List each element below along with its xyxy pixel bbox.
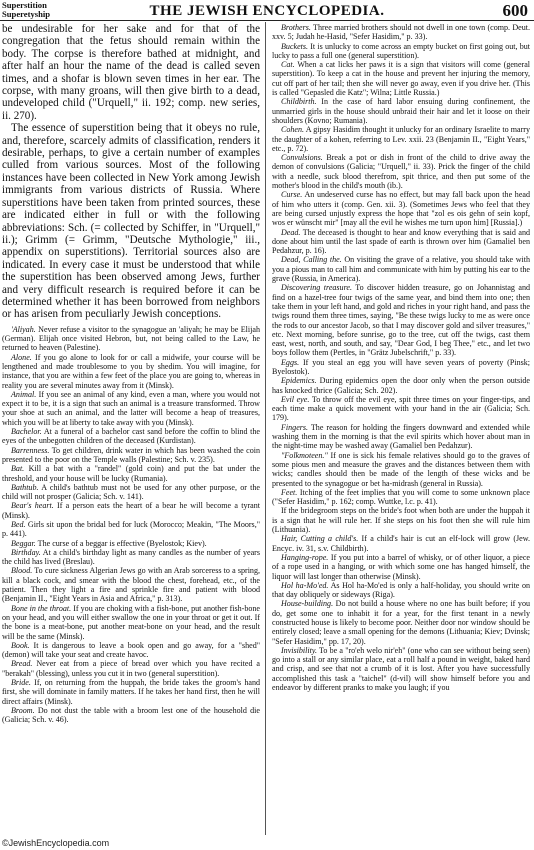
entry-paragraph <box>272 23 530 42</box>
page-header <box>0 0 534 20</box>
entry-heading: Hair, Cutting a child's. <box>281 534 359 544</box>
entry-paragraph <box>272 255 530 283</box>
entry-heading: Bachelor. <box>11 427 42 437</box>
entry-paragraph <box>272 581 530 600</box>
body-paragraph: be undesirable for her sake and for that of the congregation that the fetus should remain within the body. The corpse is therefore bathed at midnight, and after half an hour the name of the dead is called seven times, and a shofar is blown seven times in her ear. The corpse, with many groans, will then give birth to a dead, undeveloped child ("Urquell," ii. 192; comp. new series, ii. 270). <box>2 23 260 122</box>
entry-text: If you see an animal of any kind, even a man, where you would not expect it to be, it is a sign that such an animal is a treasure transformed. Throw your shoe at such an animal, and the latter will become a heap of treasures, which you will be at liberty to take away with you (Minsk). <box>2 389 260 427</box>
intro-text <box>2 23 260 321</box>
entry-text: Kill a bat with a "randel" (gold coin) and put the bat under the threshold, and your house will be lucky (Rumania). <box>2 464 260 483</box>
entry-heading: Cat. <box>281 60 295 70</box>
entry-text: It is dangerous to leave a book open and go away, for a "shed" (demon) will take your seat and create havoc. <box>2 640 260 660</box>
entry-text: Three married brothers should not dwell in one town (comp. Deut. xxv. 5; Judah he-Hasid, "Sefer Hasidim," p. 33). <box>272 23 530 42</box>
entry-text: Break a pot or dish in front of the child to drive away the demon of convulsions (Galicia; "Urquell," ii. 33). Prick the finger of the child with a needle, suck blood therefrom, spit thrice, and then put some of the mother's blood in the child's mouth (ib.). <box>272 153 530 191</box>
entry-paragraph <box>272 228 530 256</box>
entry-text: In the case of hard labor ensuing during confinement, the unmarried girls in the house should unbraid their hair and let it loose on their shoulders (Kovno; Rumania). <box>272 97 530 125</box>
entry-heading: Hanging-rope. <box>281 552 329 562</box>
entry-paragraph <box>272 488 530 507</box>
entry-heading: Bone in the throat. <box>11 603 72 613</box>
entry-text: To discover hidden treasure, go on Johannistag and find on a hazel-tree four twigs of the same year, and bind them into one; then take them in your left hand, and gold and riches in your right hand, and pass the twigs round them three times, saying, "Be these twigs lucky to me as were once the rods to our ancestor Jacob, so that I may discover gold and silver treasures," etc. Next morning, before sunrise, go to the tree, cut off the twigs, cast them east, west, north, and south, and say, "Dear God, I beg Thee," etc., and let two boys follow them (Pertles, in "Grätz Jubelschrift," p. 33). <box>272 283 530 358</box>
entry-heading: Broom. <box>11 705 35 715</box>
entry-text: At a funeral of a bachelor cast sand before the coffin to blind the eyes of the unbegotten children of the deceased (Kurdistan). <box>2 427 260 446</box>
entry-heading: 'Aliyah. <box>11 324 36 334</box>
entry-heading: Alone. <box>11 352 32 362</box>
entry-heading: Dead. <box>281 227 301 237</box>
entry-heading: Evil eye. <box>281 394 310 404</box>
entry-paragraph <box>2 604 260 641</box>
running-topic-line-1: Superstition <box>2 0 47 10</box>
entry-heading: Hol ha-Mo'ed. <box>281 580 329 590</box>
header-rule <box>0 20 534 21</box>
entry-text: Never refuse a visitor to the synagogue an 'aliyah; he may be Elijah (German). Elijah once visited Hebron, but, not being called to the Law, he returned to heaven (Palestine). <box>2 324 260 353</box>
entry-paragraph <box>2 446 260 465</box>
entry-heading: Bread. <box>11 659 33 669</box>
running-title: THE JEWISH ENCYCLOPEDIA. <box>149 3 385 19</box>
entry-text: If you go alone to look for or call a midwife, your course will be lengthened and made troublesome to you by shedim. You will imagine, for instance, that you are within a few feet of the place you are going to, whereas in reality you are several minutes away from it (Minsk). <box>2 352 260 390</box>
entry-paragraph <box>272 599 530 645</box>
entry-heading: Bride. <box>11 678 31 688</box>
entry-text: On visiting the grave of a relative, you should take with you a pious man to call him and communicate with him by putting his ear to the grave (Russia, in America). <box>272 255 530 284</box>
page-number: 600 <box>502 1 528 20</box>
entry-text: The curse of a beggar is effective (Byelostok; Kiev). <box>35 538 207 548</box>
entry-paragraph <box>2 678 260 706</box>
entry-text: If you put into a barrel of whisky, or of other liquor, a piece of a rope used in a hanging, or with which some one has hanged himself, the liquor will last longer than otherwise (Minsk). <box>272 552 530 581</box>
entry-paragraph <box>2 520 260 539</box>
left-column <box>2 23 260 835</box>
entry-paragraph <box>272 423 530 451</box>
entry-paragraph <box>272 506 530 534</box>
entry-text: A gipsy Hasidim thought it unlucky for an ordinary Israelite to marry the daughter of a kohen, referring to Lev. xxii. 23 (Benjamin II., "Eight Years," etc., p. 72). <box>272 125 530 153</box>
entry-text: During epidemics open the door only when the person outside has knocked thrice (Galicia; Sch. 202). <box>272 376 530 395</box>
left-entries <box>2 325 260 725</box>
entry-paragraph <box>2 390 260 427</box>
copyright-credit: ©JewishEncyclopedia.com <box>2 838 110 848</box>
entry-heading: "Folkmoteen." <box>281 450 328 460</box>
entry-text: To be a "ro'eh welo nir'eh" (one who can see without being seen) go into a stall or any similar place, eat a roll half a pound in weight, baked hard and crisp, and see that not a crumb of it is lost. After you have successfully accomplished this task a "taichel" (d-vil) will show himself before you and endeavor by different pranks to make you laugh; if you <box>272 645 530 693</box>
entry-text: If, on returning from the huppah, the bride takes the groom's hand first, she will dominate in family matters. If he takes her hand first, then he will direct affairs (Minsk). <box>2 678 260 706</box>
entry-text: To get children, drink water in which has been washed the coin presented to the poor on the Temple walls (Palestine; Sch. v. 235). <box>2 445 260 464</box>
entry-paragraph <box>2 501 260 520</box>
entry-text: The reason for holding the fingers downward and extended while washing them in the morning is that the evil spirits which hover about man in the night-time may be washed away (Gamaliel ben Pedahzur). <box>272 422 530 451</box>
entry-text: The deceased is thought to hear and know everything that is said and done about him until the last spade of earth is thrown over him (Gamaliel ben Pedahzur, p. 16). <box>272 227 530 256</box>
entry-paragraph <box>272 125 530 153</box>
entry-text: To cure sickness Algerian Jews go with an Arab sorceress to a spring, kill a black cock, and smear with the blood the chest, forehead, etc., of the patient. Then they light a fire and sprinkle fire and patient with blood (Benjamin II., "Eight Years in Asia and Africa," p. 313). <box>2 566 260 604</box>
entry-paragraph <box>272 646 530 692</box>
entry-text: To throw off the evil eye, spit three times on your finger-tips, and each time make a quick movement with your hand in the air (Galicia; Sch. 179). <box>272 394 530 423</box>
entry-text: If a person eats the heart of a bear he will become a tyrant (Minsk). <box>2 501 260 520</box>
entry-text: When a cat licks her paws it is a sign that visitors will come (general superstition). To keep a cat in the house and prevent her injuring the memory, cut off part of her tail; then she will never go away, even if you drive her. (This is called "Gepasled die Katz"; Wilna; Little Russia.) <box>272 60 530 98</box>
entry-text: Do not build a house where no one has built before; if you do, get some one to inhabit it for a year, for the first tenant in a newly constructed house is likely to become poor. Neither door nor window should be entirely closed; leave a small opening for the demons (Lithuania; Kiev; Dvinsk; "Sefer Hasidim," pp. 17, 20). <box>272 599 530 646</box>
entry-heading: Dead, Calling the. <box>281 255 342 265</box>
entry-text: If one is sick his female relatives should go to the graves of some pious men and measure the graves and the distances between them with wicks; candles should then be made of the length of these wicks and be presented to the synagogue or bet ha-midrash (general in Russia). <box>272 450 530 488</box>
entry-paragraph <box>2 659 260 678</box>
entry-text: If you steal an egg you will have seven years of poverty (Pinsk; Byelostok). <box>272 357 530 376</box>
entry-text: Itching of the feet implies that you will come to some unknown place ("Sefer Hasidim," p. 162; comp. Wuttke, l.c. p. 41). <box>272 487 530 507</box>
entry-paragraph <box>2 539 260 548</box>
entry-text: Never eat from a piece of bread over which you have recited a "berakah" (blessing), unless you cut it in two (general superstition). <box>2 659 260 678</box>
entry-text: A child's bathtub must not be used for any other purpose, or the child will not prosper (Galicia; Sch. v. 141). <box>2 482 260 502</box>
entry-paragraph <box>272 534 530 553</box>
entry-text: At a child's birthday light as many candles as the number of years the child has lived (Breslau). <box>2 547 260 567</box>
entry-paragraph <box>272 358 530 377</box>
entry-paragraph <box>2 483 260 502</box>
running-topic-line-2: Superetyship <box>2 9 51 19</box>
entry-text: Girls sit upon the bridal bed for luck (Morocco; Meakin, "The Moors," p. 441). <box>2 519 260 539</box>
entry-paragraph <box>2 427 260 446</box>
entry-text: As Hol ha-Mo'ed is only a half-holiday, you should write on that day obliquely or sideways (Riga). <box>272 580 530 600</box>
entry-paragraph <box>272 376 530 395</box>
entry-heading: Buckets. <box>281 41 309 51</box>
entry-paragraph <box>2 641 260 660</box>
entry-paragraph <box>272 60 530 97</box>
entry-heading: Discovering treasure. <box>281 283 352 293</box>
entry-heading: Animal. <box>11 389 37 399</box>
entry-heading: House-building. <box>281 599 334 609</box>
entry-heading: Bear's heart. <box>11 501 54 511</box>
entry-text: If you are choking with a fish-bone, put another fish-bone on your head, and you will either swallow the one in your throat or get it out. If the bone is a meat-bone, put another meat-bone on your head, and the result will be the same (Minsk). <box>2 603 260 641</box>
entry-heading: Fingers. <box>281 422 309 432</box>
entry-paragraph <box>272 97 530 125</box>
entry-paragraph <box>2 464 260 483</box>
entry-text: If the bridegroom steps on the bride's foot when both are under the huppah it is a sign that he will rule her. If she steps on his foot then she will rule him (Lithuania). <box>272 506 530 535</box>
entry-heading: Epidemics. <box>281 376 317 386</box>
entry-paragraph <box>272 153 530 190</box>
entry-paragraph <box>272 553 530 581</box>
entry-heading: Feet. <box>281 487 298 497</box>
entry-heading: Curse. <box>281 190 303 200</box>
entry-paragraph <box>272 190 530 227</box>
entry-heading: Bat. <box>11 464 25 474</box>
entry-heading: Invisibility. <box>281 645 317 655</box>
entry-heading: Blood. <box>11 566 33 576</box>
entry-paragraph <box>2 566 260 603</box>
entry-heading: Barrenness. <box>11 445 50 455</box>
entry-text: It is unlucky to come across an empty bucket on first going out, but lucky to pass a full one (general superstition). <box>272 41 530 60</box>
entry-heading: Bathtub. <box>11 482 39 492</box>
entry-paragraph <box>2 353 260 390</box>
entry-heading: Beggar. <box>11 538 36 548</box>
entry-paragraph <box>272 451 530 488</box>
entry-heading: Brothers. <box>281 23 311 32</box>
entry-paragraph <box>272 395 530 423</box>
entry-heading: Birthday. <box>11 547 41 557</box>
entry-heading: Convulsions. <box>281 153 323 163</box>
entry-paragraph <box>2 706 260 725</box>
entry-paragraph <box>272 283 530 357</box>
entry-heading: Bed. <box>11 519 26 529</box>
column-divider <box>265 22 266 835</box>
entry-text: Do not dust the table with a broom lest one of the household die (Galicia; Sch. v. 46). <box>2 705 260 725</box>
entry-heading: Eggs. <box>281 357 300 367</box>
right-column <box>272 23 530 835</box>
entry-heading: Cohen. <box>281 125 305 135</box>
entry-heading: Book. <box>11 640 30 650</box>
entry-paragraph <box>2 325 260 353</box>
entry-paragraph <box>272 42 530 61</box>
entry-heading: Childbirth. <box>281 97 317 107</box>
entry-text: If a child's hair is cut an elf-lock will grow (Jew. Encyc. iv. 31, s.v. Childbirth). <box>272 534 530 553</box>
entry-text: An undeserved curse has no effect, but may fall back upon the head of him who utters it (comp. Gen. xii. 3). (Sometimes Jews who feel that they are being cursed unjustly express the hope that "zol es ois gehn of sein kopf, wos er wünscht mir" [may all the evil he wishes me turn upon him] [Russia].) <box>272 190 530 228</box>
entry-paragraph <box>2 548 260 567</box>
body-paragraph: The essence of superstition being that it obeys no rule, and, therefore, scarcely admits of classification, renders it desirable, perhaps, to give a certain number of examples culled from various sources. Most of the following instances have been collected in New York among Jewish immigrants from various districts of Russia. Where superstitions have been taken from printed sources, these are indicated either in full or with the following abbreviations: Sch. (= collected by Schiffer, in "Urquell," ii.); Grimm (= Grimm, "Deutsche Mythologie," iii., appendix on superstitions). Territorial sources also are indicated. In every case it must be understood that while the superstition has been observed among Jews, further and very difficult research is required before it can be determined whether it has been borrowed from neighbors or has arisen from peculiarly Jewish conceptions. <box>2 122 260 321</box>
